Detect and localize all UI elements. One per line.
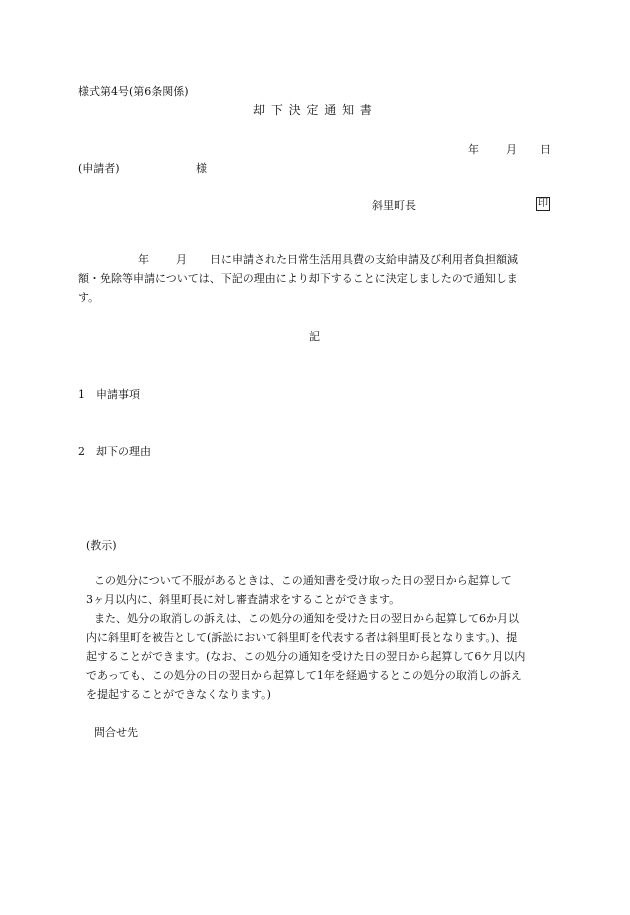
- date-year: 年: [468, 143, 479, 156]
- body-line-2: 額・免除等申請については、下記の理由により却下することに決定しましたので通知しま: [78, 272, 518, 285]
- document-title: 却 下 決 定 通 知 書: [253, 103, 373, 117]
- applicant-honorific: 様: [196, 162, 207, 175]
- item-2-label: 却下の理由: [96, 445, 151, 458]
- ki-marker: 記: [309, 330, 320, 343]
- instruction-p2-line-5: を提起することができなくなります。): [86, 688, 271, 701]
- instruction-p1-line-2: 3ヶ月以内に、斜里町長に対し審査請求をすることができます。: [86, 593, 401, 606]
- body-line-1: 日に申請された日常生活用具費の支給申請及び利用者負担額減: [210, 253, 518, 266]
- instruction-p2-line-4: であっても、この処分の日の翌日から起算して1年を経過するとこの処分の取消しの訴え: [86, 669, 522, 682]
- instruction-p1-line-1: この処分について不服があるときは、この通知書を受け取った日の翌日から起算して: [94, 574, 512, 587]
- seal-mark: 印: [538, 198, 548, 209]
- item-1-label: 申請事項: [96, 388, 140, 401]
- applicant-label: (申請者): [78, 162, 120, 175]
- item-2-number: 2: [78, 445, 85, 458]
- date-day: 日: [540, 143, 551, 156]
- body-line-3: す。: [78, 291, 100, 304]
- form-number: 様式第4号(第6条関係): [78, 85, 189, 98]
- instruction-p2-line-2: 内に斜里町を被告として(訴訟において斜里町を代表する者は斜里町長となります。)、提: [86, 631, 518, 644]
- date-month: 月: [506, 143, 517, 156]
- item-1-number: 1: [78, 388, 85, 401]
- instruction-heading: (教示): [86, 539, 117, 552]
- contact-label: 問合せ先: [94, 726, 138, 739]
- body-year: 年: [138, 253, 149, 266]
- instruction-p2-line-3: 起することができます。(なお、この処分の通知を受けた日の翌日から起算して6ケ月以内: [86, 650, 526, 663]
- body-month: 月: [176, 253, 187, 266]
- instruction-p2-line-1: また、処分の取消しの訴えは、この処分の通知を受けた日の翌日から起算して6か月以: [94, 612, 519, 625]
- issuer-name: 斜里町長: [372, 199, 416, 212]
